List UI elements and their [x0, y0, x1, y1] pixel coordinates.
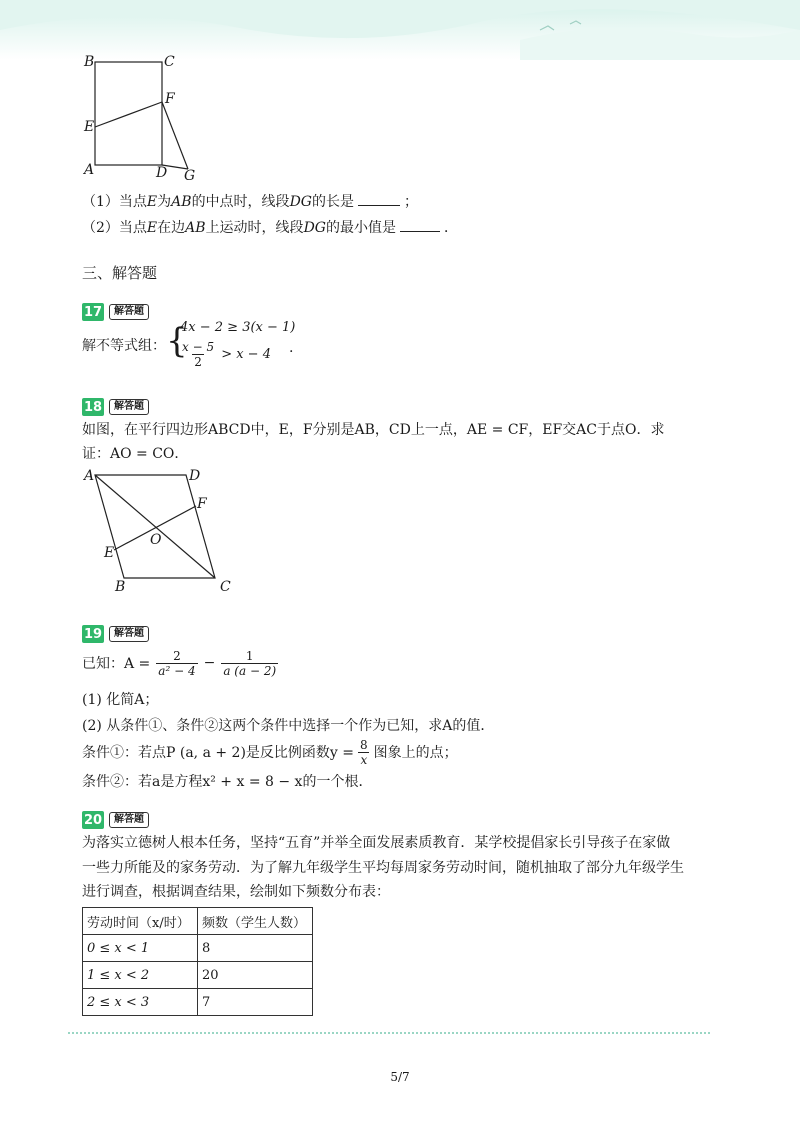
- table-header-cell: 劳动时间（x/时）: [83, 908, 198, 935]
- footer-divider: [68, 1032, 710, 1034]
- q17-ineq2: $\frac{x - 5}{2}$ > x − 4: [182, 340, 271, 369]
- table-cell: 0 ≤ x < 1: [83, 935, 198, 962]
- rectangle-figure: [80, 52, 200, 182]
- table-cell: 2 ≤ x < 3: [83, 989, 198, 1016]
- q18-line1: 如图，在平行四边形ABCD中，E，F分别是AB，CD上一点，AE = CF，EF交AC于点O．求: [82, 422, 665, 438]
- fig16-label-F: F: [165, 91, 175, 107]
- fig16-label-D: D: [156, 165, 168, 181]
- answer-blank-2[interactable]: [400, 217, 440, 232]
- page-number: 5/7: [390, 1070, 410, 1084]
- parallelogram-figure: [82, 466, 242, 596]
- question-type-tag: 解答题: [109, 812, 149, 828]
- q17-lead: 解不等式组：: [82, 338, 166, 354]
- question-type-tag: 解答题: [109, 304, 149, 320]
- question-type-tag: 解答题: [109, 626, 149, 642]
- table-row: [83, 962, 313, 989]
- q20-line3: 进行调查，根据调查结果，绘制如下频数分布表：: [82, 884, 390, 900]
- q20-badge: [82, 811, 149, 829]
- fig18-label-F: F: [197, 496, 207, 512]
- q17-end: .: [289, 340, 294, 356]
- q16-part1: （1）当点E为AB的中点时，线段DG的长是 ；: [82, 191, 418, 212]
- q19-expression: 已知：A = $\frac{2}{\text{a² − 4}}$ − $\frac{1}{a (a - 2)}$: [82, 648, 277, 678]
- question-number: 19: [83, 626, 103, 642]
- fig18-label-A: A: [84, 468, 95, 484]
- table-header-cell: 频数（学生人数）: [198, 908, 313, 935]
- table-cell: 8: [198, 935, 313, 962]
- q17-ineq1: 4x − 2 ≥ 3(x − 1): [180, 320, 296, 335]
- fig16-label-B: B: [84, 54, 95, 70]
- question-number: 18: [83, 399, 103, 415]
- q19-condition2: 条件②：若a是方程x² + x = 8 − x的一个根．: [82, 774, 373, 790]
- brace-icon: {: [166, 321, 188, 361]
- q18-line2: 证：AO = CO．: [82, 446, 189, 462]
- table-cell: 7: [198, 989, 313, 1016]
- header-decoration: [0, 0, 800, 60]
- q20-line2: 一些力所能及的家务劳动．为了解九年级学生平均每周家务劳动时间，随机抽取了部分九年级学生: [82, 860, 684, 876]
- fig18-label-O: O: [150, 532, 162, 548]
- fig16-label-C: C: [164, 54, 175, 70]
- table-row: [83, 935, 313, 962]
- question-type-tag: 解答题: [109, 399, 149, 415]
- q19-part1: (1) 化简A；: [82, 692, 159, 708]
- q19-part2: (2) 从条件①、条件②这两个条件中选择一个作为已知，求A的值．: [82, 718, 495, 734]
- q16-part2: （2）当点E在边AB上运动时，线段DG的最小值是 ．: [82, 217, 458, 238]
- answer-blank-1[interactable]: [358, 191, 400, 206]
- fig18-label-C: C: [220, 579, 231, 595]
- q20-line1: 为落实立德树人根本任务，坚持“五育”并举全面发展素质教育．某学校提倡家长引导孩子在家做: [82, 835, 671, 851]
- q18-badge: [82, 398, 149, 416]
- table-row: [83, 989, 313, 1016]
- question-number: 20: [83, 812, 103, 828]
- q19-badge: [82, 625, 149, 643]
- table-header-row: [83, 908, 313, 935]
- fig16-label-A: A: [84, 162, 95, 178]
- section-title: 三、解答题: [82, 264, 158, 282]
- question-number: 17: [83, 304, 103, 320]
- fig18-label-D: D: [189, 468, 201, 484]
- table-cell: 20: [198, 962, 313, 989]
- q19-condition1: 条件①：若点P (a, a + 2)是反比例函数y = $\frac{8}{x}$ 图象上的点；: [82, 737, 458, 767]
- fig16-label-G: G: [184, 168, 196, 184]
- fig16-label-E: E: [84, 119, 95, 135]
- fig18-label-B: B: [115, 579, 126, 595]
- frequency-table: [82, 907, 313, 1016]
- table-cell: 1 ≤ x < 2: [83, 962, 198, 989]
- q17-badge: [82, 303, 149, 321]
- fig18-label-E: E: [104, 545, 115, 561]
